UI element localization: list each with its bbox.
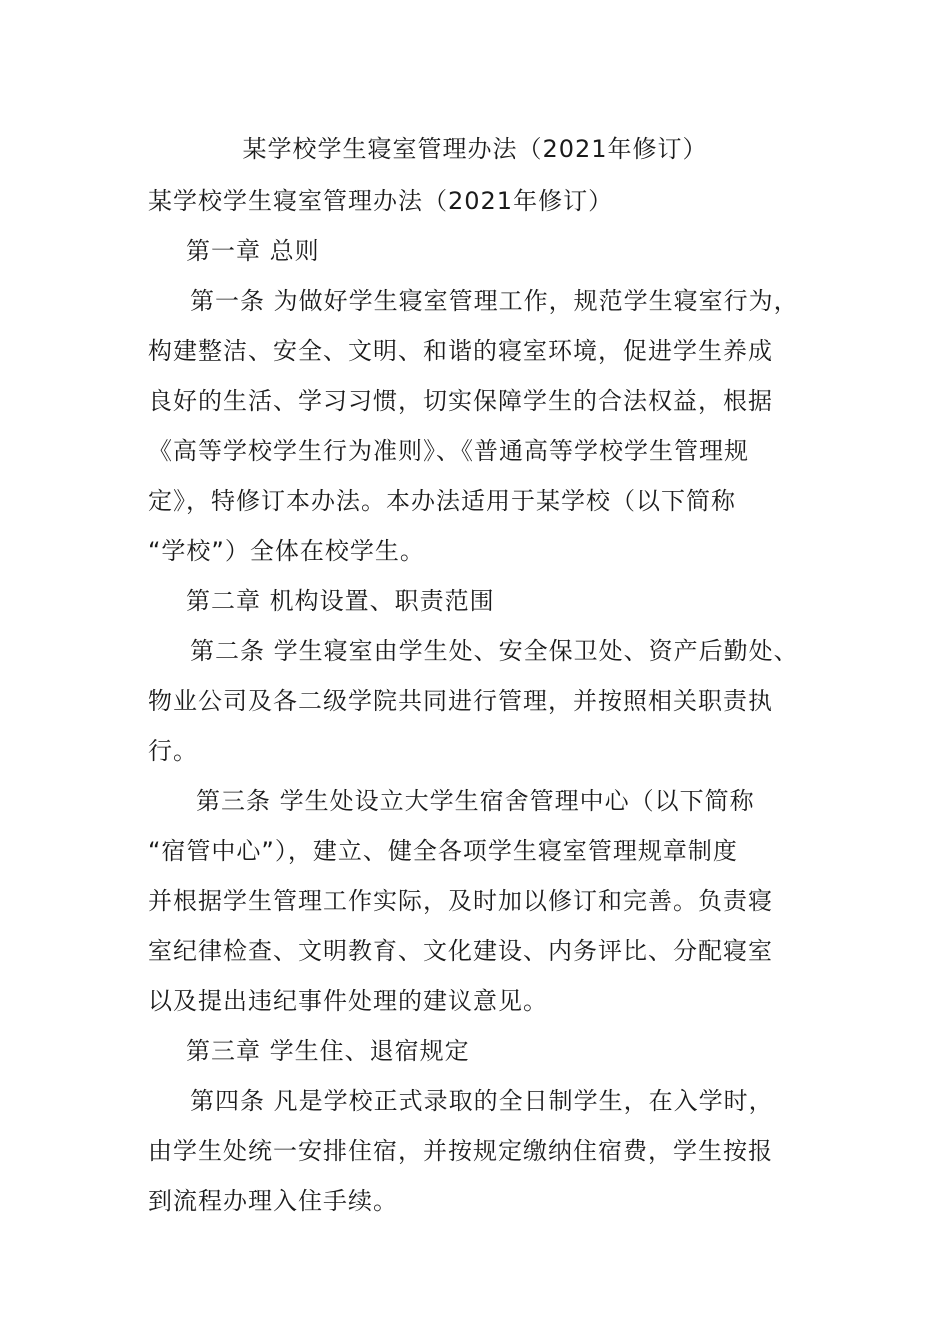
- article-3-line: 第三条 学生处设立大学生宿舍管理中心（以下简称: [196, 787, 755, 815]
- article-4-line: 由学生处统一安排住宿，并按规定缴纳住宿费，学生按报: [148, 1137, 773, 1165]
- article-1-line: 《高等学校学生行为准则》、《普通高等学校学生管理规: [148, 437, 749, 465]
- document-title: 某学校学生寝室管理办法（2021年修订）: [242, 135, 708, 163]
- chapter-heading-3: 第三章 学生住、退宿规定: [186, 1037, 470, 1065]
- article-1-line: 构建整洁、安全、文明、和谐的寝室环境，促进学生养成: [148, 337, 773, 365]
- article-3-line: 并根据学生管理工作实际，及时加以修订和完善。负责寝: [148, 887, 773, 915]
- article-1-line: 良好的生活、学习习惯，切实保障学生的合法权益，根据: [148, 387, 773, 415]
- article-4-line: 到流程办理入住手续。: [148, 1187, 398, 1215]
- article-2-line: 物业公司及各二级学院共同进行管理，并按照相关职责执: [148, 687, 773, 715]
- article-2-line: 第二条 学生寝室由学生处、安全保卫处、资产后勤处、: [190, 637, 799, 665]
- article-2-line: 行。: [148, 737, 198, 765]
- chapter-heading-1: 第一章 总则: [186, 237, 320, 265]
- article-3-line: “宿管中心”），建立、健全各项学生寝室管理规章制度: [148, 837, 738, 865]
- article-3-line: 室纪律检查、文明教育、文化建设、内务评比、分配寝室: [148, 937, 773, 965]
- article-1-line: 定》，特修订本办法。本办法适用于某学校（以下简称: [148, 487, 736, 515]
- chapter-heading-2: 第二章 机构设置、职责范围: [186, 587, 495, 615]
- article-3-line: 以及提出违纪事件处理的建议意见。: [148, 987, 548, 1015]
- article-4-line: 第四条 凡是学校正式录取的全日制学生，在入学时，: [190, 1087, 774, 1115]
- document-subtitle: 某学校学生寝室管理办法（2021年修订）: [148, 187, 614, 215]
- article-1-line: “学校”）全体在校学生。: [148, 537, 425, 565]
- article-1-line: 第一条 为做好学生寝室管理工作，规范学生寝室行为，: [190, 287, 799, 315]
